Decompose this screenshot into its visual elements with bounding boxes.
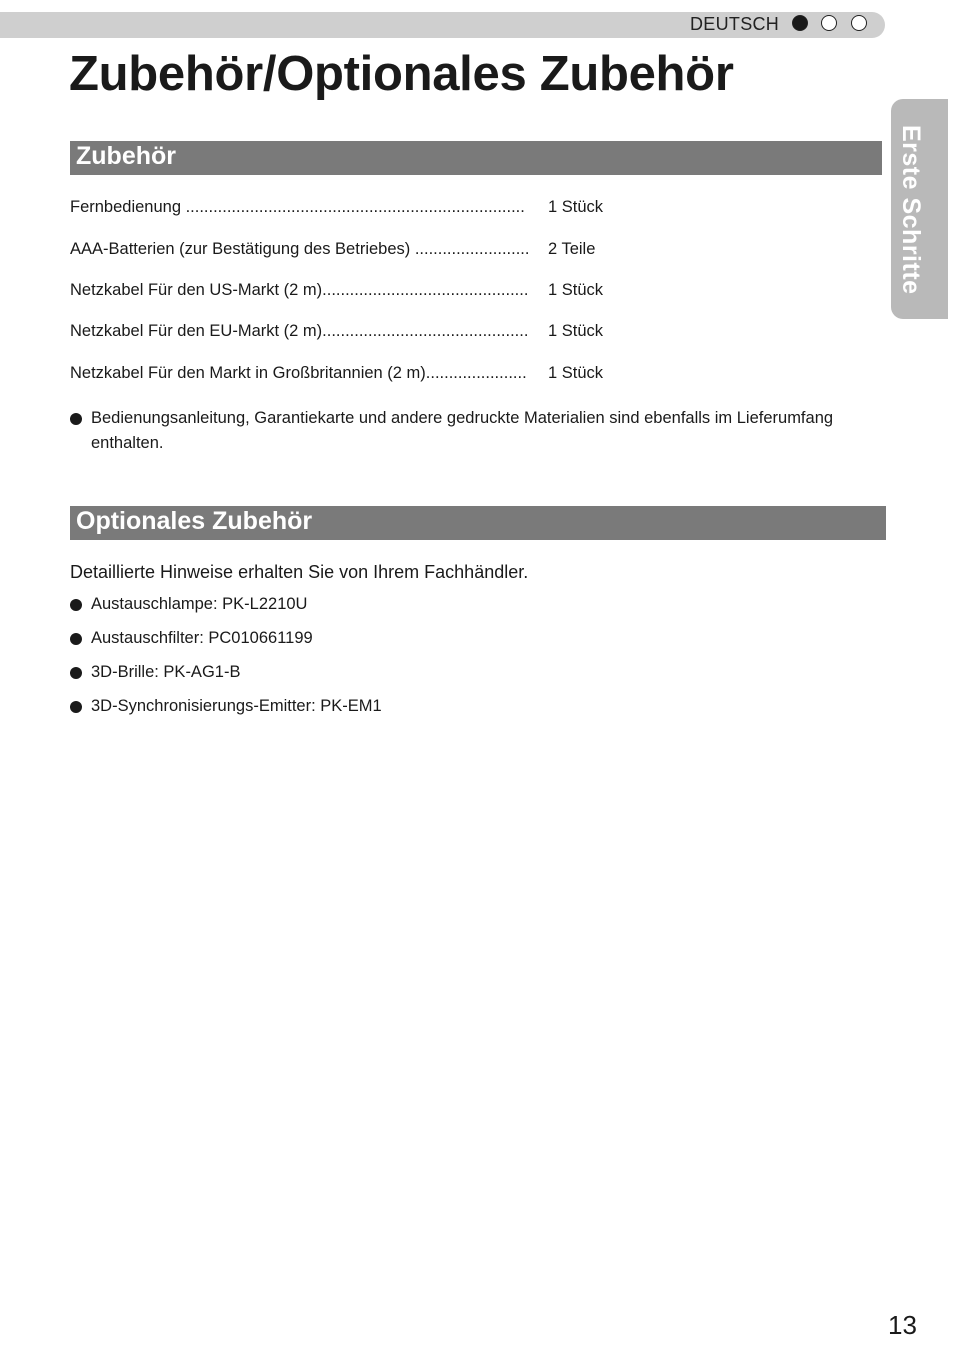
- bullet-icon: [70, 701, 82, 713]
- accessories-note: Bedienungsanleitung, Garantiekarte und andere gedruckte Materialien sind ebenfalls im Lieferumfang enthalten.: [91, 409, 834, 452]
- progress-dot-2: [821, 15, 837, 31]
- accessory-item-label: Netzkabel Für den EU-Markt (2 m).............................................: [70, 322, 529, 340]
- accessory-item-qty: 1 Stück: [548, 281, 604, 299]
- optional-intro: Detaillierte Hinweise erhalten Sie von Ihrem Fachhändler.: [70, 562, 529, 582]
- language-label: DEUTSCH: [690, 14, 780, 34]
- bullet-icon: [70, 667, 82, 679]
- optional-item: 3D-Synchronisierungs-Emitter: PK-EM1: [91, 697, 382, 715]
- bullet-icon: [70, 599, 82, 611]
- accessory-item-label: Netzkabel Für den US-Markt (2 m).............................................: [70, 281, 529, 299]
- bullet-icon: [70, 633, 82, 645]
- accessory-item-qty: 1 Stück: [548, 198, 604, 216]
- chapter-tab: [891, 99, 948, 319]
- progress-dot-3: [851, 15, 867, 31]
- section-header-accessories: [70, 141, 882, 175]
- page-number: 13: [888, 1310, 917, 1340]
- accessory-item-qty: 2 Teile: [548, 240, 596, 258]
- chapter-tab-label: Erste Schritte: [897, 125, 925, 295]
- bullet-icon: [70, 413, 82, 425]
- progress-dot-1: [792, 15, 808, 31]
- section-heading-optional: Optionales Zubehör: [76, 507, 313, 535]
- optional-item: Austauschfilter: PC010661199: [91, 629, 313, 647]
- accessory-item-qty: 1 Stück: [548, 364, 604, 382]
- accessory-item-label: Fernbedienung ..........................................................................: [70, 198, 525, 216]
- accessory-item-qty: 1 Stück: [548, 322, 604, 340]
- section-heading-accessories: Zubehör: [76, 142, 176, 170]
- page-title: Zubehör/Optionales Zubehör: [69, 47, 734, 101]
- optional-item: 3D-Brille: PK-AG1-B: [91, 663, 241, 681]
- optional-item: Austauschlampe: PK-L2210U: [91, 595, 308, 613]
- section-header-optional: [70, 506, 886, 540]
- accessory-item-label: Netzkabel Für den Markt in Großbritannien (2 m)......................: [70, 364, 527, 382]
- accessory-item-label: AAA-Batterien (zur Bestätigung des Betriebes) .........................: [70, 240, 530, 258]
